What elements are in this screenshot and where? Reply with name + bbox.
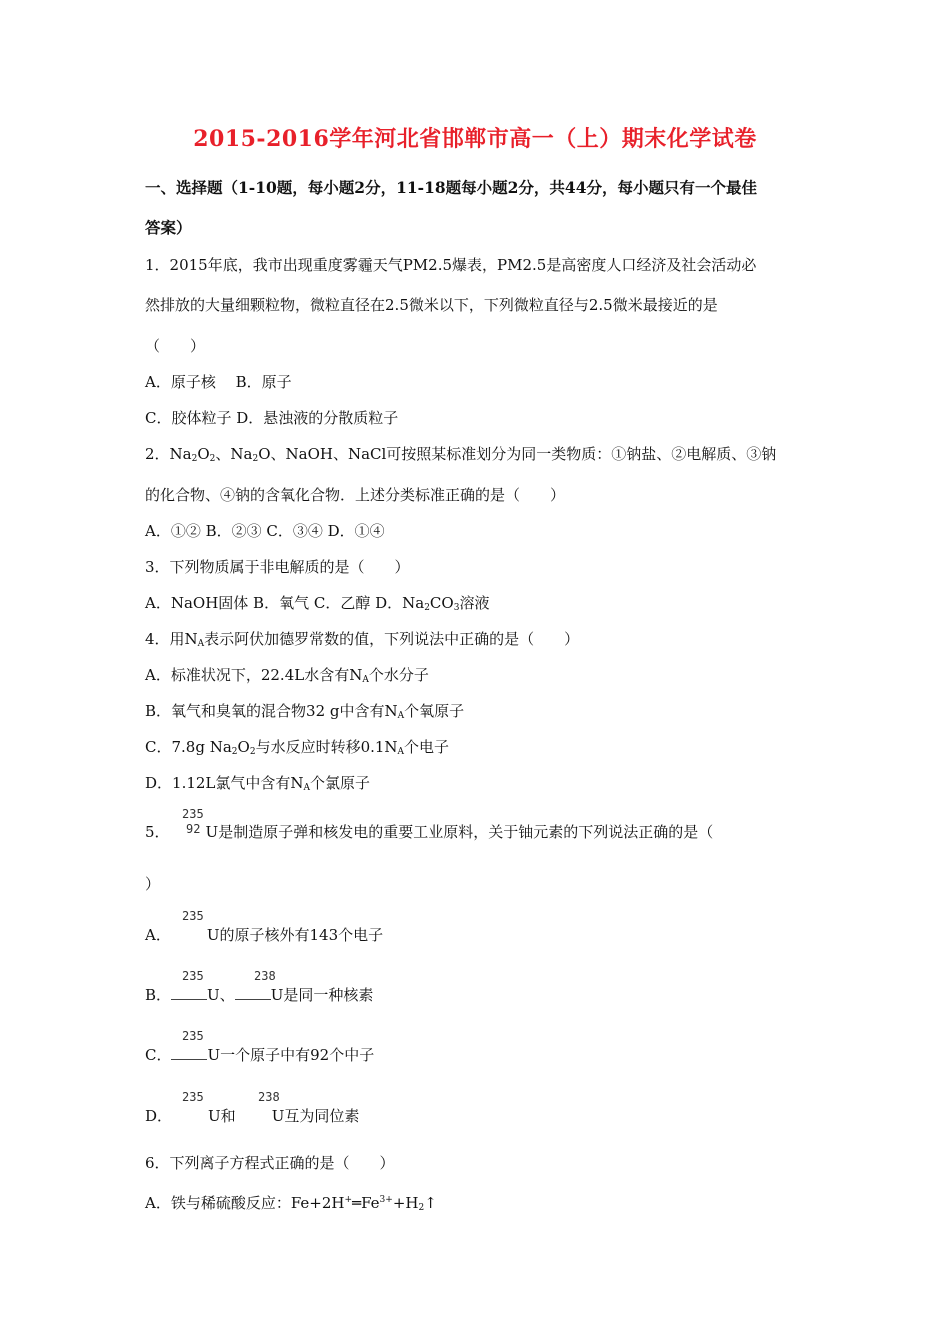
q5d-mass-number-1: 235 [182, 1090, 204, 1104]
q4-stem: 4．用$N_A$表示阿伏加德罗常数的值，下列说法中正确的是（ ） [145, 630, 580, 649]
q5-atomic-number: 92 [186, 822, 201, 836]
q5-option-c: C． U一个原子中有92个中子 [145, 1046, 375, 1064]
q1-options-cd: C．胶体粒子 D．悬浊液的分散质粒子 [145, 409, 399, 427]
q5-mass-number: 235 [182, 807, 204, 821]
q5a-mass-number: 235 [182, 909, 204, 923]
q3-options: A．NaOH固体 B．氧气 C．乙醇 D．$Na_2CO_3$溶液 [145, 594, 490, 613]
q4-option-d: D．1.12L氯气中含有$N_A$个氯原子 [145, 774, 371, 793]
q1-stem-line3: （ ） [145, 337, 206, 355]
q3-stem: 3．下列物质属于非电解质的是（ ） [145, 558, 410, 576]
q4-option-b: B．氧气和臭氧的混合物32 g中含有$N_A$个氧原子 [145, 702, 465, 721]
q5-option-a: A． U的原子核外有143个电子 [145, 926, 384, 944]
q1-stem-line1: 1．2015年底，我市出现重度雾霾天气PM2.5爆表，PM2.5是高密度人口经济及社会活动必 [145, 256, 757, 274]
q5d-mass-number-2: 238 [258, 1090, 280, 1104]
q5-option-b: B． U、 U是同一种核素 [145, 986, 374, 1004]
q2-stem-line1: 2．$Na_2O_2$、$Na_2O$、NaOH、NaCl可按照某标准划分为同一类物质：①钠盐、②电解质、③钠 [145, 445, 777, 464]
page-title: 2015-2016学年河北省邯郸市高一（上）期末化学试卷 [193, 126, 757, 152]
section-heading-line1: 一、选择题（1-10题，每小题2分，11-18题每小题2分，共44分，每小题只有一个最佳 [145, 178, 758, 197]
q5b-mass-number-1: 235 [182, 969, 204, 983]
q5-option-d: D． U和 U互为同位素 [145, 1107, 360, 1125]
q2-stem-line2: 的化合物、④钠的含氧化合物．上述分类标准正确的是（ ） [145, 486, 566, 504]
q5c-mass-number: 235 [182, 1029, 204, 1043]
q4-option-a: A．标准状况下，22.4L水含有$N_A$个水分子 [145, 666, 429, 685]
q6-option-a: A．铁与稀硫酸反应：$Fe+2H^+═Fe^{3+}+H_2↑$ [145, 1194, 437, 1213]
q2-options: A．①② B．②③ C．③④ D．①④ [145, 522, 385, 540]
q5-stem-line2: ） [145, 875, 161, 893]
q1-stem-line2: 然排放的大量细颗粒物，微粒直径在2.5微米以下，下列微粒直径与2.5微米最接近的是 [145, 296, 718, 314]
section-heading-line2: 答案） [145, 218, 192, 237]
q1-options-ab: A．原子核 B．原子 [145, 373, 292, 391]
q6-stem: 6．下列离子方程式正确的是（ ） [145, 1154, 395, 1172]
q5-stem-line1: 5． U是制造原子弹和核发电的重要工业原料，关于铀元素的下列说法正确的是（ [145, 823, 714, 841]
q5b-mass-number-2: 238 [254, 969, 276, 983]
q4-option-c: C．7.8g $Na_2O_2$与水反应时转移$0.1N_A$个电子 [145, 738, 450, 757]
